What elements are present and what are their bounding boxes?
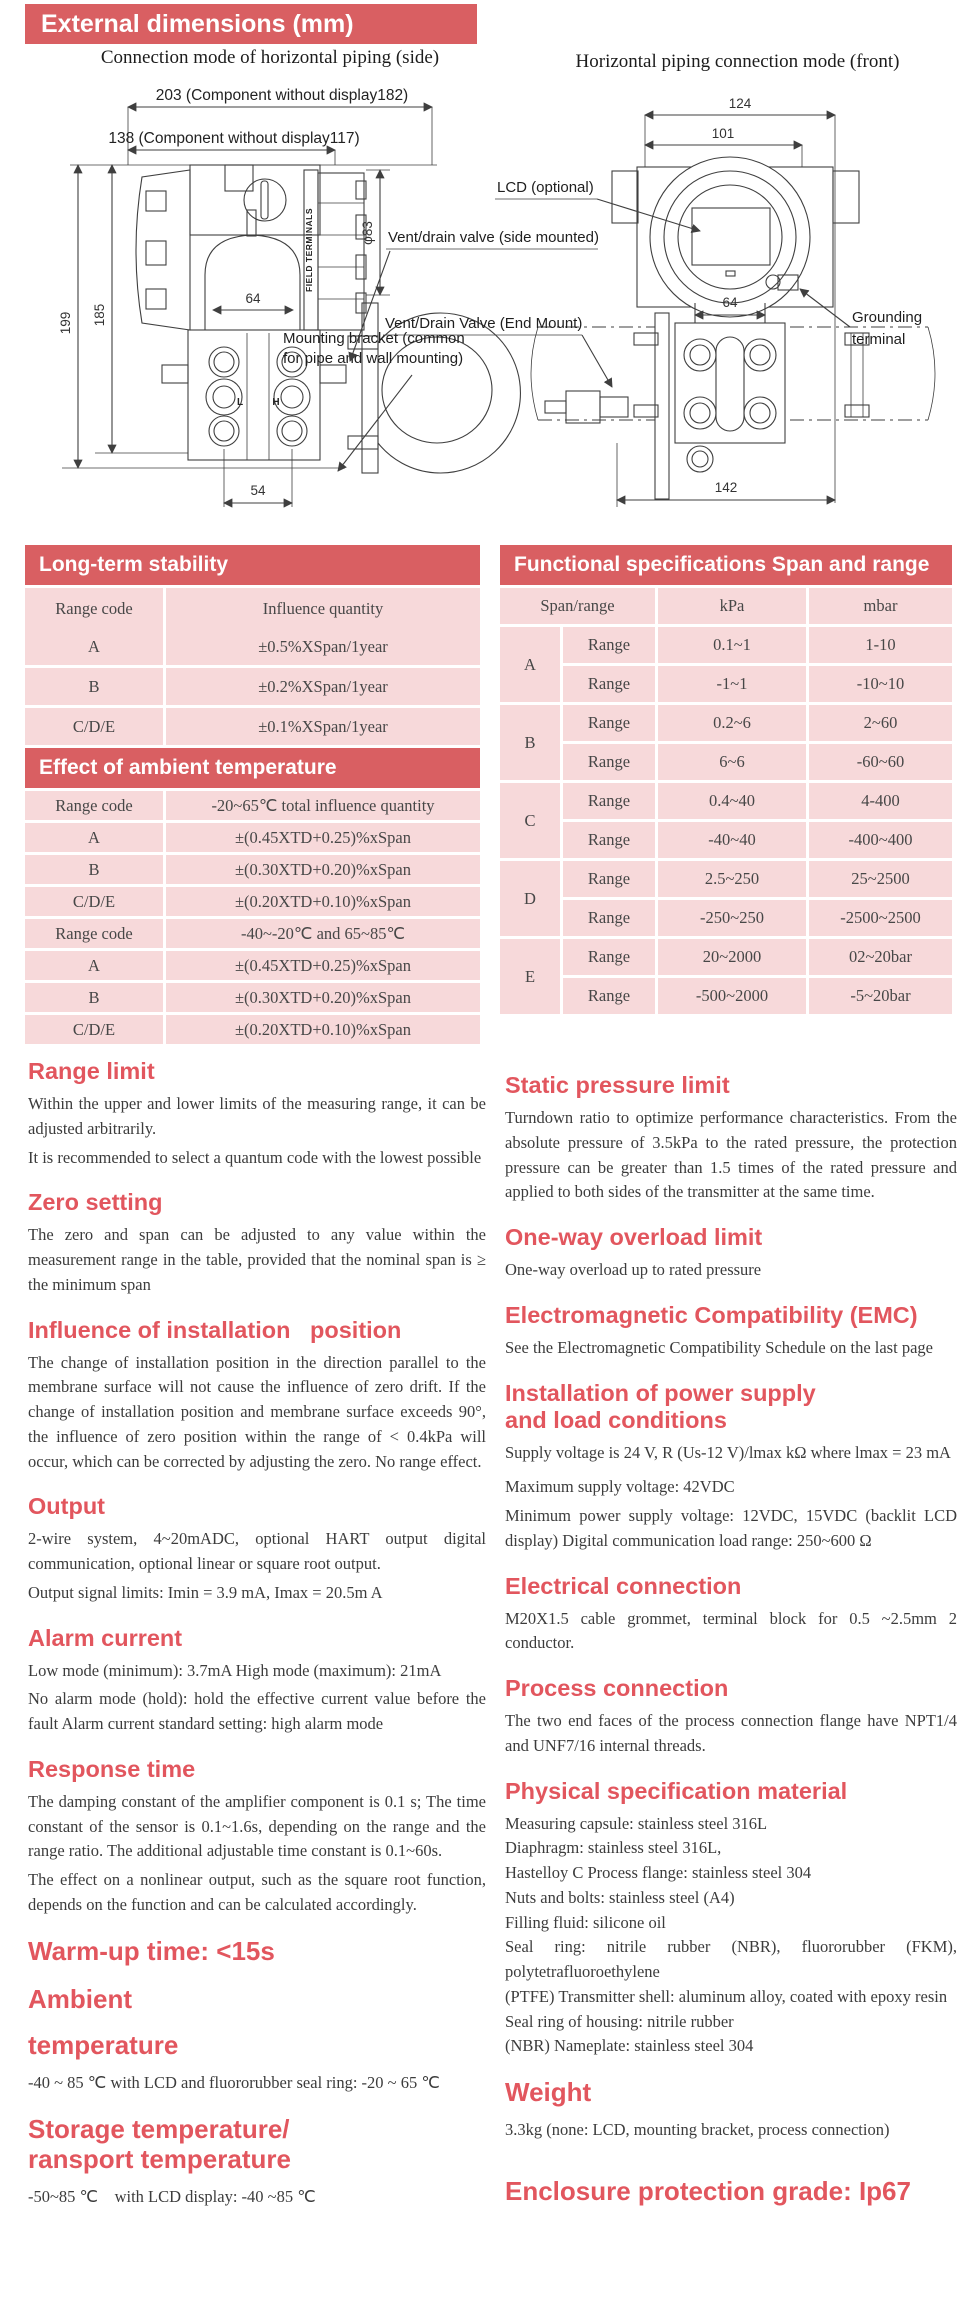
table-cell: C/D/E [25, 708, 163, 745]
section-title: Range limit [28, 1058, 155, 1084]
long-term-stability-header: Long-term stability [25, 545, 480, 585]
table-cell: 4-400 [809, 783, 952, 819]
table-cell: 02~20bar [809, 939, 952, 975]
section-paragraph: The effect on a nonlinear output, such as the square root function, depends on the function and can be calculated accordingly. [28, 1870, 486, 1914]
table-cell: ±0.2%XSpan/1year [166, 668, 480, 705]
section-title: and load conditions [505, 1406, 727, 1433]
section-paragraph: 3.3kg (none: LCD, mounting bracket, process connection) [505, 2120, 890, 2140]
table-cell: Range [563, 822, 655, 858]
table-cell: -40~-20℃ and 65~85℃ [166, 919, 480, 948]
section-paragraph: (PTFE) Transmitter shell: aluminum alloy, coated with epoxy resin [505, 1986, 948, 2006]
section-storage-temperature [28, 2115, 486, 2210]
functional-specs-header: Functional specifications Span and range [500, 545, 952, 585]
range-code-cell: C [500, 783, 560, 858]
section-paragraph: The zero and span can be adjusted to any value within the measurement range in the table, provided that the nominal span is ≥ the minimum span [28, 1225, 486, 1294]
section-paragraph: M20X1.5 cable grommet, terminal block for 0.5 ~2.5mm 2 conductor. [505, 1608, 957, 1653]
section-title: Zero setting [28, 1189, 163, 1216]
ambient-temperature-header: Effect of ambient temperature [25, 748, 480, 788]
section-paragraph: Hastelloy C Process flange: stainless steel 304 [505, 1863, 812, 1883]
dim-101-label: 101 [711, 126, 735, 141]
side-view-drawing [58, 87, 520, 507]
dim-142-label: 142 [714, 480, 738, 495]
table-cell: Range code [25, 791, 163, 820]
mounting-bracket-label-2: for pipe and wall mounting) [283, 350, 464, 367]
section-title: Electrical connection [505, 1572, 742, 1599]
section-title: Physical specification material [505, 1777, 848, 1804]
port-h-label: H [272, 397, 280, 408]
table-cell: -400~400 [809, 822, 952, 858]
table-cell: Range [563, 627, 655, 663]
section-paragraph: Measuring capsule: stainless steel 316L [505, 1813, 768, 1833]
dim-64-front-label: 64 [722, 295, 738, 310]
section-title: Response time [28, 1755, 196, 1782]
section-paragraph: -40 ~ 85 ℃ with LCD and fluororubber seal ring: -20 ~ 65 ℃ [28, 2073, 440, 2093]
table-cell: -250~250 [658, 900, 806, 936]
grounding-label-2: terminal [852, 331, 906, 348]
section-title: Enclosure protection grade: Ip67 [505, 2175, 911, 2206]
section-paragraph: Diaphragm: stainless steel 316L, [505, 1838, 722, 1858]
right-drawing-title: Horizontal piping connection mode (front) [575, 51, 900, 72]
left-drawing-title: Connection mode of horizontal piping (side) [100, 47, 440, 68]
section-title: Static pressure limit [505, 1072, 730, 1098]
section-alarm-current [28, 1625, 486, 1737]
table-cell: C/D/E [25, 1015, 163, 1044]
section-title: Weight [505, 2077, 592, 2108]
section-title: One-way overload limit [505, 1224, 763, 1251]
table-cell: A [25, 823, 163, 852]
long-term-stability-table [25, 545, 480, 745]
dim-185-label: 185 [92, 303, 107, 327]
section-paragraph: Turndown ratio to optimize performance characteristics. From the absolute pressure of 3.5kPa to the rated pressure, the protection pressure can be greater than 1.5 times of the rated pressure and applied to both sides of the transmitter at the same time. [505, 1108, 957, 1202]
dim-64-side-label: 64 [245, 291, 261, 306]
section-paragraph: The damping constant of the amplifier component is 0.1 s; The time constant of the sensor is 0.1~1.6s, depending on the range and the range ratio. The additional adjustable time constant is 0.1~60s. [28, 1791, 486, 1861]
table-cell: 0.2~6 [658, 705, 806, 741]
section-paragraph: Output signal limits: Imin = 3.9 mA, Imax = 20.5m A [28, 1582, 383, 1602]
dim-203-label: 203 (Component without display182) [155, 87, 409, 104]
table-cell: -1~1 [658, 666, 806, 702]
dim-138-label: 138 (Component without display117) [108, 130, 360, 147]
table-cell: 20~2000 [658, 939, 806, 975]
vent-side-label: Vent/drain valve (side mounted) [388, 229, 599, 246]
table-cell: ±(0.30XTD+0.20)%xSpan [166, 855, 480, 884]
section-title: Process connection [505, 1675, 729, 1702]
table-cell: Range [563, 861, 655, 897]
table-cell: -60~60 [809, 744, 952, 780]
table-header-cell: Influence quantity [166, 588, 480, 629]
port-l-label: L [236, 397, 244, 408]
range-code-cell: B [500, 705, 560, 780]
table-cell: ±(0.30XTD+0.20)%xSpan [166, 983, 480, 1012]
table-cell: 2~60 [809, 705, 952, 741]
page-title: External dimensions (mm) [25, 4, 477, 44]
table-header-cell: mbar [809, 588, 952, 624]
table-cell: Range [563, 978, 655, 1014]
table-cell: ±(0.45XTD+0.25)%xSpan [166, 823, 480, 852]
table-cell: ±(0.20XTD+0.10)%xSpan [166, 887, 480, 916]
section-paragraph: One-way overload up to rated pressure [505, 1260, 762, 1280]
range-code-cell: A [500, 627, 560, 702]
section-paragraph: Filling fluid: silicone oil [505, 1912, 666, 1932]
left-text-column [28, 1058, 486, 2229]
section-title: Ambient [28, 1984, 132, 2015]
range-code-cell: D [500, 861, 560, 936]
dim-54-label: 54 [250, 483, 266, 498]
table-header-cell: Span/range [500, 588, 655, 624]
section-paragraph: The two end faces of the process connection flange have NPT1/4 and UNF7/16 internal threads. [505, 1711, 957, 1755]
table-cell: Range [563, 939, 655, 975]
section-paragraph: Within the upper and lower limits of the measuring range, it can be adjusted arbitrarily. [28, 1094, 486, 1138]
dim-83-label: φ83 [360, 221, 375, 245]
section-paragraph: (NBR) Nameplate: stainless steel 304 [505, 2036, 754, 2056]
section-weight [505, 2078, 957, 2143]
table-cell: ±0.1%XSpan/1year [166, 708, 480, 745]
technical-drawings [0, 75, 973, 545]
section-title: ransport temperature [28, 2143, 291, 2174]
table-header-cell: kPa [658, 588, 806, 624]
section-paragraph: Nuts and bolts: stainless steel (A4) [505, 1887, 735, 1907]
section-paragraph: Supply voltage is 24 V, R (Us-12 V)/lmax kΩ where lmax = 23 mA [505, 1442, 951, 1462]
table-cell: C/D/E [25, 887, 163, 916]
field-terminals-label: FIELD TERMINALS [304, 208, 314, 292]
table-cell: ±(0.20XTD+0.10)%xSpan [166, 1015, 480, 1044]
table-cell: -20~65℃ total influence quantity [166, 791, 480, 820]
table-cell: ±(0.45XTD+0.25)%xSpan [166, 951, 480, 980]
table-cell: 6~6 [658, 744, 806, 780]
section-installation-position [28, 1317, 486, 1475]
section-one-way-overload [505, 1224, 957, 1283]
section-physical-material [505, 1778, 957, 2060]
table-cell: Range [563, 744, 655, 780]
section-response-time [28, 1756, 486, 1918]
table-cell: Range [563, 783, 655, 819]
dim-199-label: 199 [58, 311, 73, 335]
section-paragraph: 2-wire system, 4~20mADC, optional HART output digital communication, optional linear or square root output. [28, 1529, 486, 1574]
table-cell: B [25, 855, 163, 884]
section-paragraph: It is recommended to select a quantum code with the lowest possible [28, 1147, 482, 1167]
table-cell: -10~10 [809, 666, 952, 702]
section-process-connection [505, 1675, 957, 1759]
section-paragraph: See the Electromagnetic Compatibility Schedule on the last page [505, 1337, 933, 1357]
table-cell: Range code [25, 919, 163, 948]
right-text-column [505, 1058, 957, 2226]
section-enclosure-grade [505, 2177, 957, 2207]
range-code-cell: E [500, 939, 560, 1014]
section-power-supply [505, 1380, 957, 1554]
section-paragraph: Minimum power supply voltage: 12VDC, 15VDC (backlit LCD display) Digital communication load range: 250~600 Ω [505, 1506, 957, 1550]
section-electrical-connection [505, 1573, 957, 1657]
section-paragraph: -50~85 ℃ with LCD display: -40 ~85 ℃ [28, 2186, 316, 2206]
table-cell: ±0.5%XSpan/1year [166, 628, 480, 665]
section-title: Alarm current [28, 1624, 183, 1651]
section-paragraph: Seal ring of housing: nitrile rubber [505, 2011, 734, 2031]
section-paragraph: Seal ring: nitrile rubber (NBR), fluororubber (FKM), polytetrafluoroethylene [505, 1937, 957, 1982]
front-view-drawing [350, 96, 935, 507]
table-cell: 0.1~1 [658, 627, 806, 663]
dim-124-label: 124 [728, 96, 752, 111]
table-cell: B [25, 668, 163, 705]
section-title: Storage temperature/ [28, 2114, 290, 2145]
table-cell: 1-10 [809, 627, 952, 663]
table-cell: 2.5~250 [658, 861, 806, 897]
section-paragraph: Low mode (minimum): 3.7mA High mode (maximum): 21mA [28, 1660, 442, 1680]
table-header-cell: Range code [25, 588, 163, 629]
lcd-label: LCD (optional) [497, 179, 594, 196]
section-zero-setting [28, 1189, 486, 1297]
section-paragraph: The change of installation position in the direction parallel to the membrane surface will not cause the influence of zero drift. If the change of installation position and membrane surface exceeds 90°, the influence of zero position within the range of < 0.4kPa will occur, which can be corrected by adjusting the zero. No range effect. [28, 1352, 486, 1471]
ambient-temperature-table [25, 748, 480, 1044]
section-paragraph: Maximum supply voltage: 42VDC [505, 1477, 735, 1497]
section-range-limit [28, 1058, 486, 1170]
mounting-bracket-label: Mounting bracket (common [283, 330, 465, 347]
section-title: Influence of installation position [28, 1316, 402, 1343]
section-ambient-temperature [28, 1985, 486, 2096]
section-title: temperature [28, 2030, 179, 2061]
table-cell: A [25, 951, 163, 980]
table-cell: Range [563, 666, 655, 702]
table-cell: -5~20bar [809, 978, 952, 1014]
section-emc [505, 1302, 957, 1361]
table-cell: Range [563, 705, 655, 741]
section-title: Electromagnetic Compatibility (EMC) [505, 1301, 918, 1328]
section-title: Output [28, 1493, 105, 1520]
table-cell: A [25, 628, 163, 665]
section-paragraph: No alarm mode (hold): hold the effective current value before the fault Alarm current standard setting: high alarm mode [28, 1689, 486, 1734]
vent-end-label: Vent/Drain Valve (End Mount) [385, 315, 583, 332]
functional-specs-table [500, 545, 952, 1014]
section-title: Installation of power supply [505, 1379, 816, 1406]
table-cell: B [25, 983, 163, 1012]
table-cell: 25~2500 [809, 861, 952, 897]
table-cell: 0.4~40 [658, 783, 806, 819]
table-cell: -40~40 [658, 822, 806, 858]
section-title: Warm-up time: <15s [28, 1935, 275, 1966]
section-warm-up-time [28, 1937, 486, 1967]
section-static-pressure-limit [505, 1072, 957, 1205]
table-cell: -2500~2500 [809, 900, 952, 936]
section-output [28, 1493, 486, 1605]
table-cell: Range [563, 900, 655, 936]
table-cell: -500~2000 [658, 978, 806, 1014]
grounding-label: Grounding [852, 309, 923, 326]
